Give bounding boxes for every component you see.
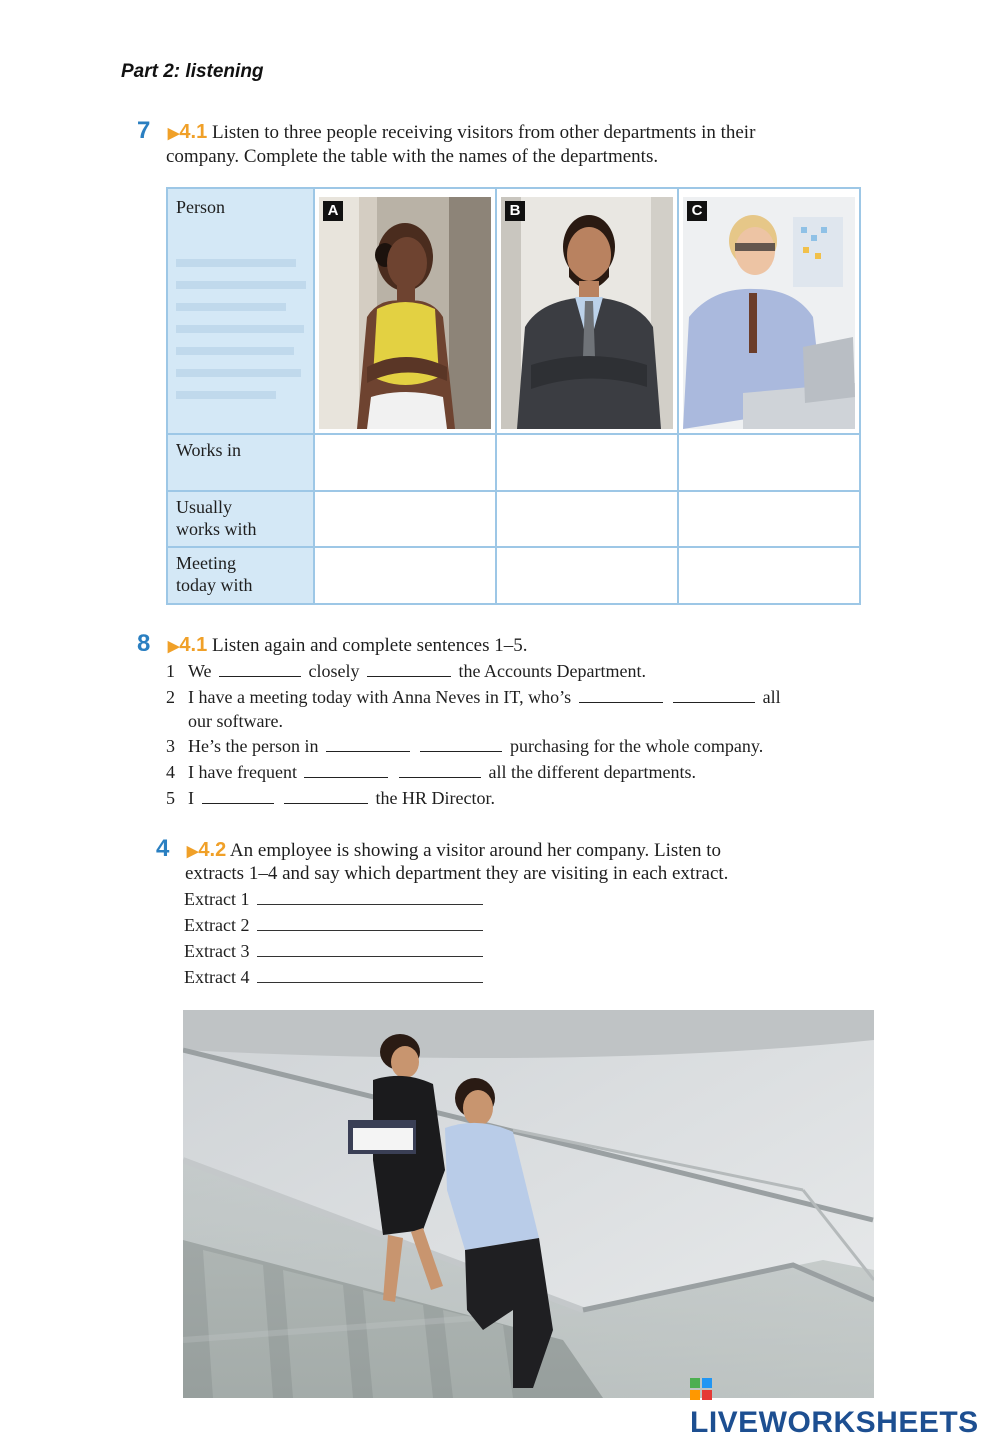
extract-row: Extract 2 <box>184 912 483 938</box>
answer-cell-c-meeting-today-with[interactable] <box>679 548 859 603</box>
extract-answer-input[interactable] <box>257 966 483 983</box>
answer-cell-c-works-in[interactable] <box>679 435 859 490</box>
staircase-photo <box>183 1010 874 1398</box>
exercise-instruction: An employee is showing a visitor around her company. Listen to <box>229 840 722 861</box>
play-icon: ▶ <box>167 638 180 655</box>
person-c-image <box>683 197 855 429</box>
gap-input[interactable] <box>420 735 502 752</box>
exercise-instruction-line2: company. Complete the table with the names of the departments. <box>166 146 659 167</box>
label-texture <box>168 189 313 429</box>
staircase-image <box>183 1010 874 1398</box>
extract-answer-input[interactable] <box>257 914 483 931</box>
exercise-number: 4 <box>156 835 170 862</box>
exercise-number: 7 <box>137 117 151 144</box>
sentence-2-continued: our software. <box>188 711 283 731</box>
sentence-1: 1 We closely the Accounts Department. <box>166 661 646 681</box>
sentence-5: 5 I the HR Director. <box>166 788 495 808</box>
audio-track-4-2[interactable]: ▶4.2 <box>186 839 227 861</box>
extract-row: Extract 4 <box>184 964 483 990</box>
answer-cell-a-meeting-today-with[interactable] <box>315 548 495 603</box>
answer-cell-b-meeting-today-with[interactable] <box>497 548 677 603</box>
person-b-image <box>501 197 673 429</box>
answer-cell-c-usually-works-with[interactable] <box>679 492 859 546</box>
extract-row: Extract 1 <box>184 886 483 912</box>
departments-table <box>166 187 861 605</box>
gap-input[interactable] <box>326 735 410 752</box>
liveworksheets-logo <box>690 1372 999 1440</box>
extract-row: Extract 3 <box>184 938 483 964</box>
gap-input[interactable] <box>219 660 301 677</box>
exercise-instruction: Listen to three people receiving visitors from other departments in their <box>211 122 756 143</box>
row-label-works-in: Works in <box>176 440 242 460</box>
part-title: Part 2: listening <box>121 61 264 82</box>
row-label-meeting-today-with: Meeting today with <box>176 553 253 595</box>
sentence-3: 3 He’s the person in purchasing for the whole company. <box>166 736 764 756</box>
exercise-8-heading <box>137 632 527 659</box>
photo-person-a <box>319 197 491 429</box>
row-label-usually-works-with: Usually works with <box>176 497 257 539</box>
gap-input[interactable] <box>673 686 755 703</box>
gap-input[interactable] <box>367 660 451 677</box>
gap-input[interactable] <box>399 761 481 778</box>
gap-input[interactable] <box>202 787 274 804</box>
answer-cell-b-works-in[interactable] <box>497 435 677 490</box>
exercise-7-heading <box>137 119 755 146</box>
answer-cell-a-usually-works-with[interactable] <box>315 492 495 546</box>
gap-input[interactable] <box>579 686 663 703</box>
extract-answer-input[interactable] <box>257 888 483 905</box>
exercise-instruction: Listen again and complete sentences 1–5. <box>211 635 528 656</box>
audio-track-4-1[interactable]: ▶4.1 <box>167 121 208 143</box>
column-tag-c: C <box>687 201 707 221</box>
row-label-person: Person <box>176 197 225 217</box>
extract-list <box>184 886 483 990</box>
play-icon: ▶ <box>186 843 199 860</box>
gap-input[interactable] <box>284 787 368 804</box>
sentence-2: 2 I have a meeting today with Anna Neves in IT, who’s all <box>166 687 781 707</box>
exercise-instruction-line2: extracts 1–4 and say which department they are visiting in each extract. <box>185 863 729 884</box>
column-tag-b: B <box>505 201 525 221</box>
column-tag-a: A <box>323 201 343 221</box>
label-column <box>168 189 313 603</box>
person-a-image <box>319 197 491 429</box>
audio-track-4-1[interactable]: ▶4.1 <box>167 634 208 656</box>
play-icon: ▶ <box>167 125 180 142</box>
answer-cell-a-works-in[interactable] <box>315 435 495 490</box>
exercise-number: 8 <box>137 630 151 657</box>
liveworksheets-mark-icon <box>690 1378 712 1400</box>
photo-person-c <box>683 197 855 429</box>
sentence-4: 4 I have frequent all the different departments. <box>166 762 697 782</box>
extract-answer-input[interactable] <box>257 940 483 957</box>
exercise-4-heading <box>156 837 721 864</box>
answer-cell-b-usually-works-with[interactable] <box>497 492 677 546</box>
photo-person-b <box>501 197 673 429</box>
gap-input[interactable] <box>304 761 388 778</box>
liveworksheets-wordmark: LIVEWORKSHEETS <box>690 1406 979 1439</box>
